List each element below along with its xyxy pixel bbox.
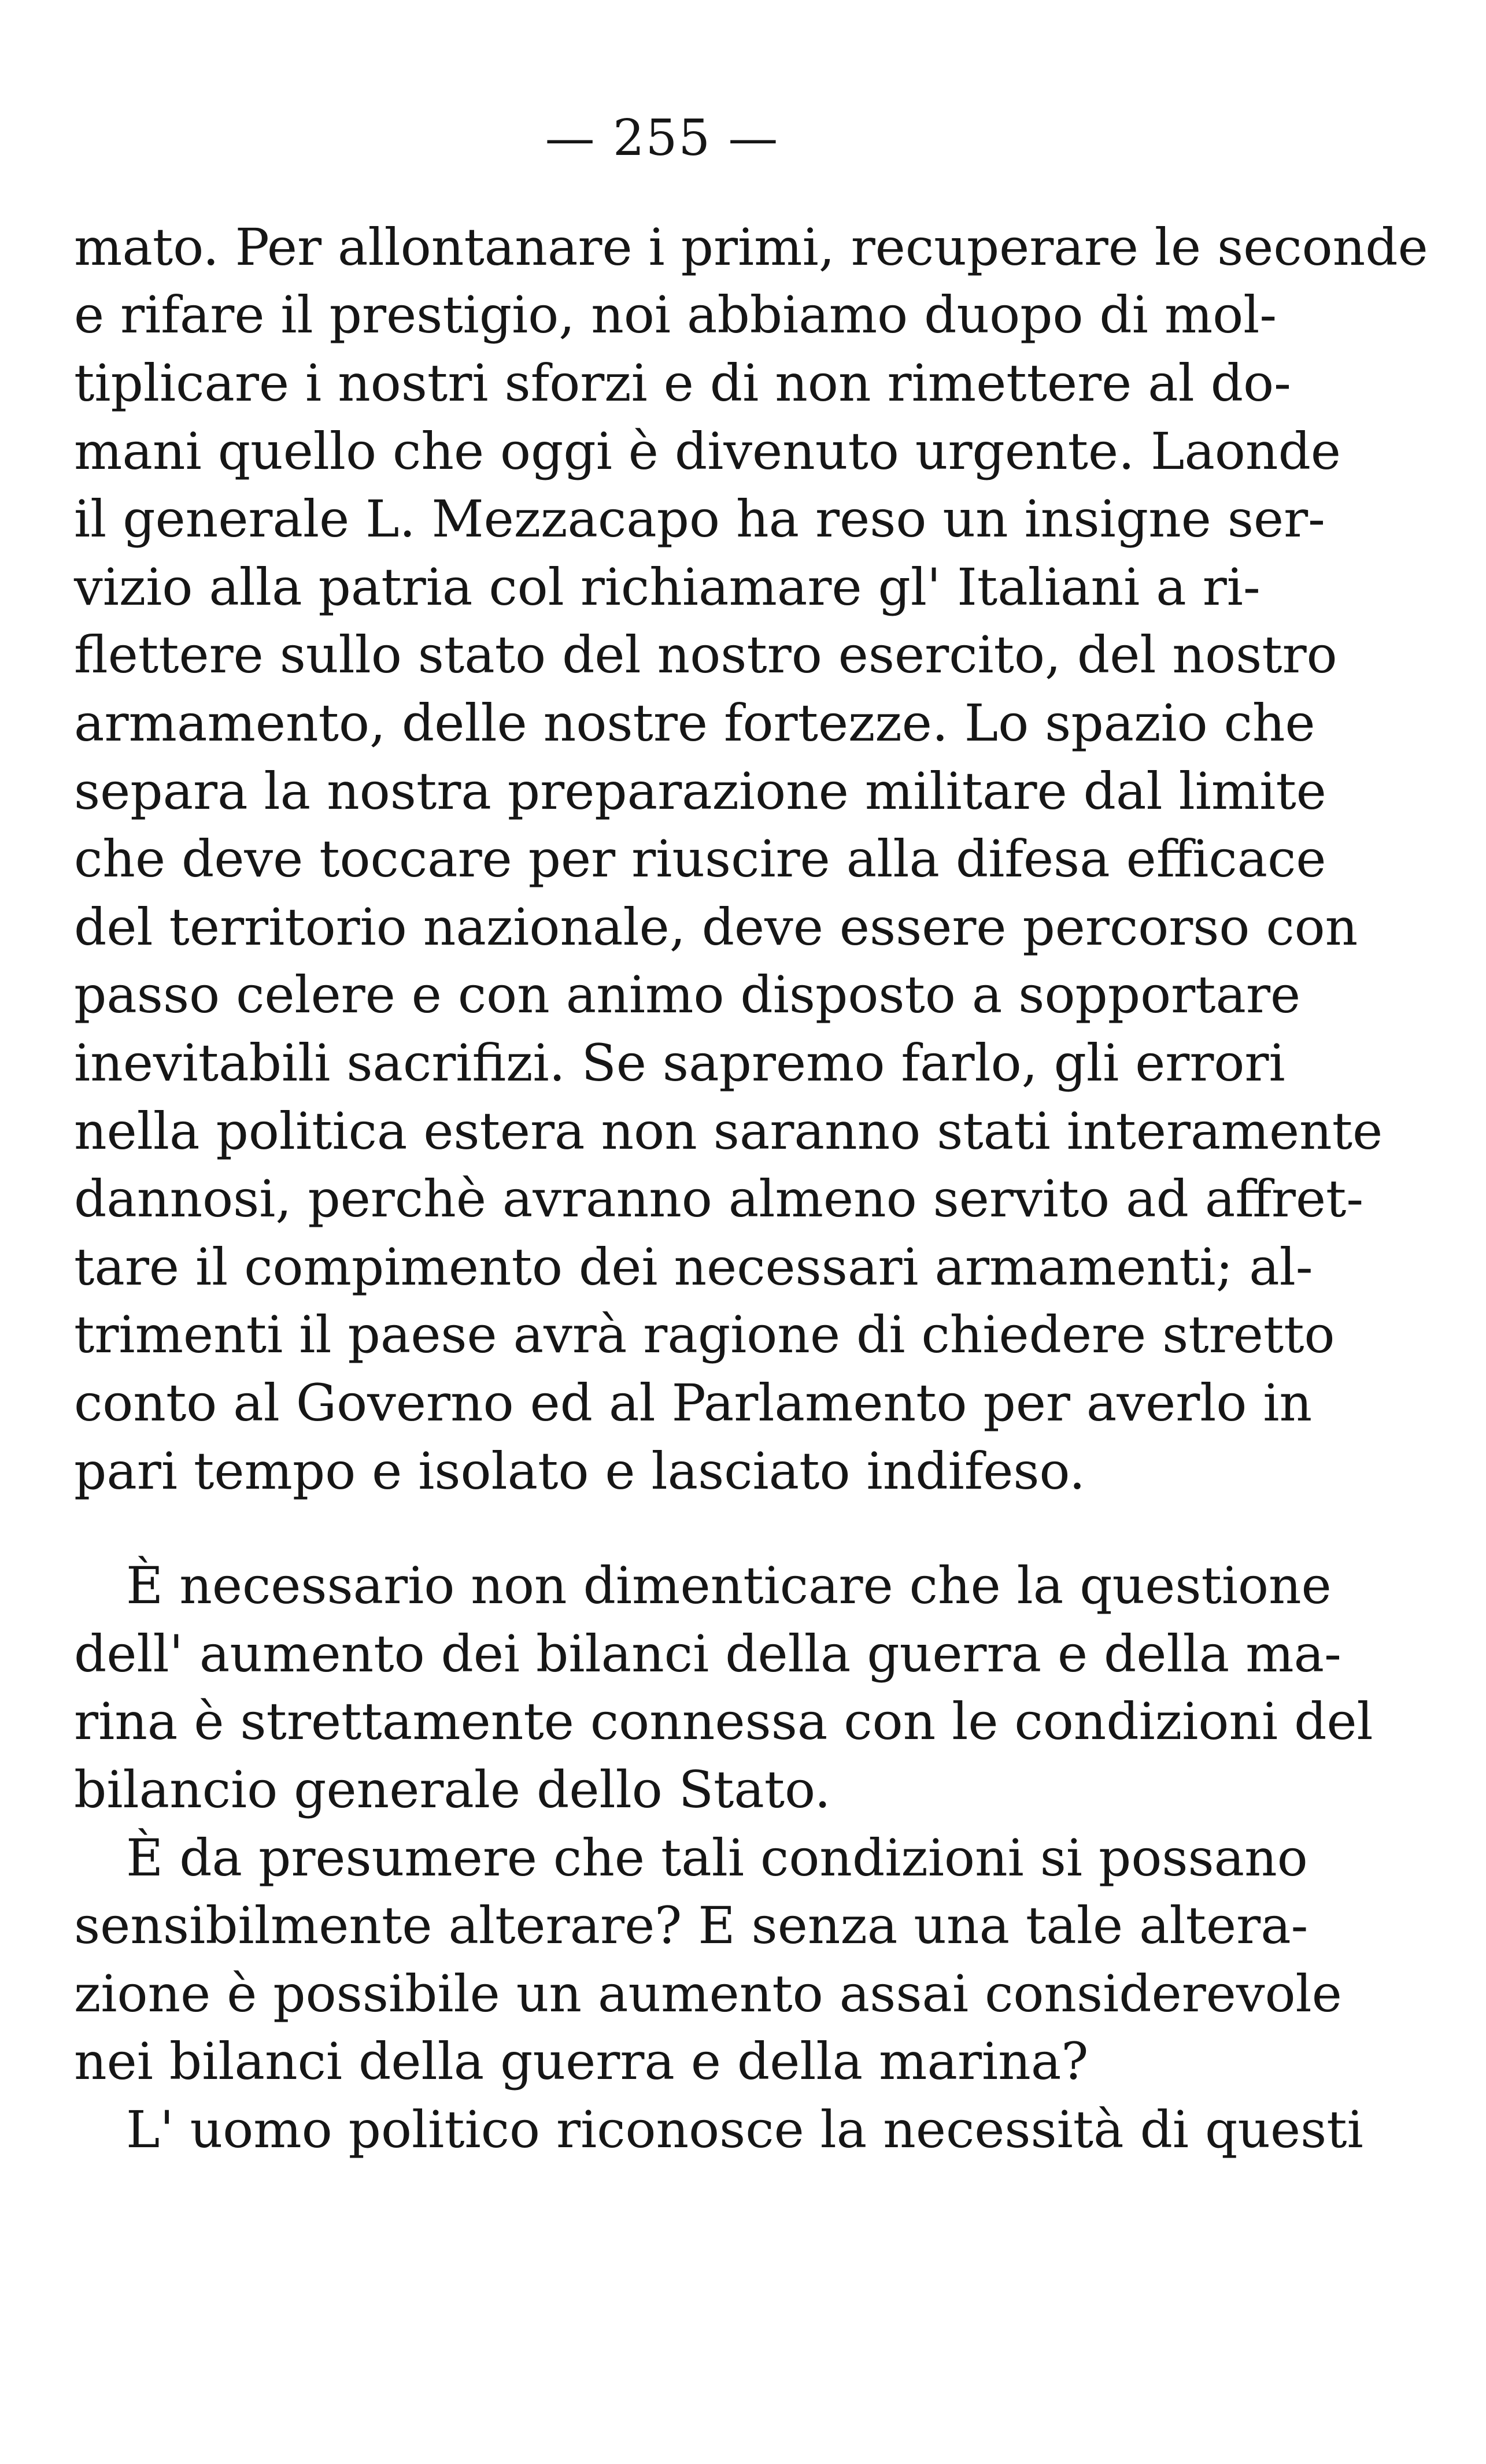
text-line: passo celere e con animo disposto a sopportare: [74, 965, 1301, 1024]
text-line: rina è strettamente connessa con le condizioni del: [74, 1692, 1373, 1751]
text-line: L' uomo politico riconosce la necessità di questi: [126, 2100, 1363, 2159]
text-line: mani quello che oggi è divenuto urgente. Laonde: [74, 421, 1341, 481]
text-line: tiplicare i nostri sforzi e di non rimettere al do-: [74, 353, 1291, 413]
text-line: bilancio generale dello Stato.: [74, 1760, 831, 1819]
text-line: il generale L. Mezzacapo ha reso un insigne ser-: [74, 489, 1325, 549]
text-line: mato. Per allontanare i primi, recuperare le seconde: [74, 217, 1428, 277]
text-line: pari tempo e isolato e lasciato indifeso.: [74, 1441, 1085, 1501]
page-number: — 255 —: [545, 109, 779, 167]
text-line: dell' aumento dei bilanci della guerra e della ma-: [74, 1624, 1341, 1684]
text-line: È da presumere che tali condizioni si possano: [126, 1828, 1308, 1888]
text-line: inevitabili sacrifizi. Se sapremo farlo, gli errori: [74, 1033, 1285, 1093]
text-line: nei bilanci della guerra e della marina?: [74, 2032, 1089, 2091]
text-line: nella politica estera non saranno stati interamente: [74, 1101, 1383, 1161]
text-line: È necessario non dimenticare che la questione: [126, 1556, 1332, 1615]
text-line: flettere sullo stato del nostro esercito, del nostro: [74, 625, 1337, 685]
text-line: sensibilmente alterare? E senza una tale altera-: [74, 1896, 1308, 1955]
text-line: trimenti il paese avrà ragione di chiedere stretto: [74, 1305, 1335, 1364]
text-line: separa la nostra preparazione militare dal limite: [74, 761, 1326, 821]
text-line: che deve toccare per riuscire alla difesa efficace: [74, 829, 1326, 889]
text-line: conto al Governo ed al Parlamento per averlo in: [74, 1373, 1313, 1433]
text-line: dannosi, perchè avranno almeno servito ad affret-: [74, 1169, 1364, 1229]
text-line: del territorio nazionale, deve essere percorso con: [74, 897, 1358, 957]
text-line: e rifare il prestigio, noi abbiamo duopo di mol-: [74, 285, 1277, 345]
text-line: armamento, delle nostre fortezze. Lo spazio che: [74, 693, 1315, 753]
text-line: vizio alla patria col richiamare gl' Italiani a ri-: [74, 557, 1260, 617]
text-line: tare il compimento dei necessari armamenti; al-: [74, 1237, 1313, 1297]
text-line: zione è possibile un aumento assai considerevole: [74, 1964, 1342, 2023]
